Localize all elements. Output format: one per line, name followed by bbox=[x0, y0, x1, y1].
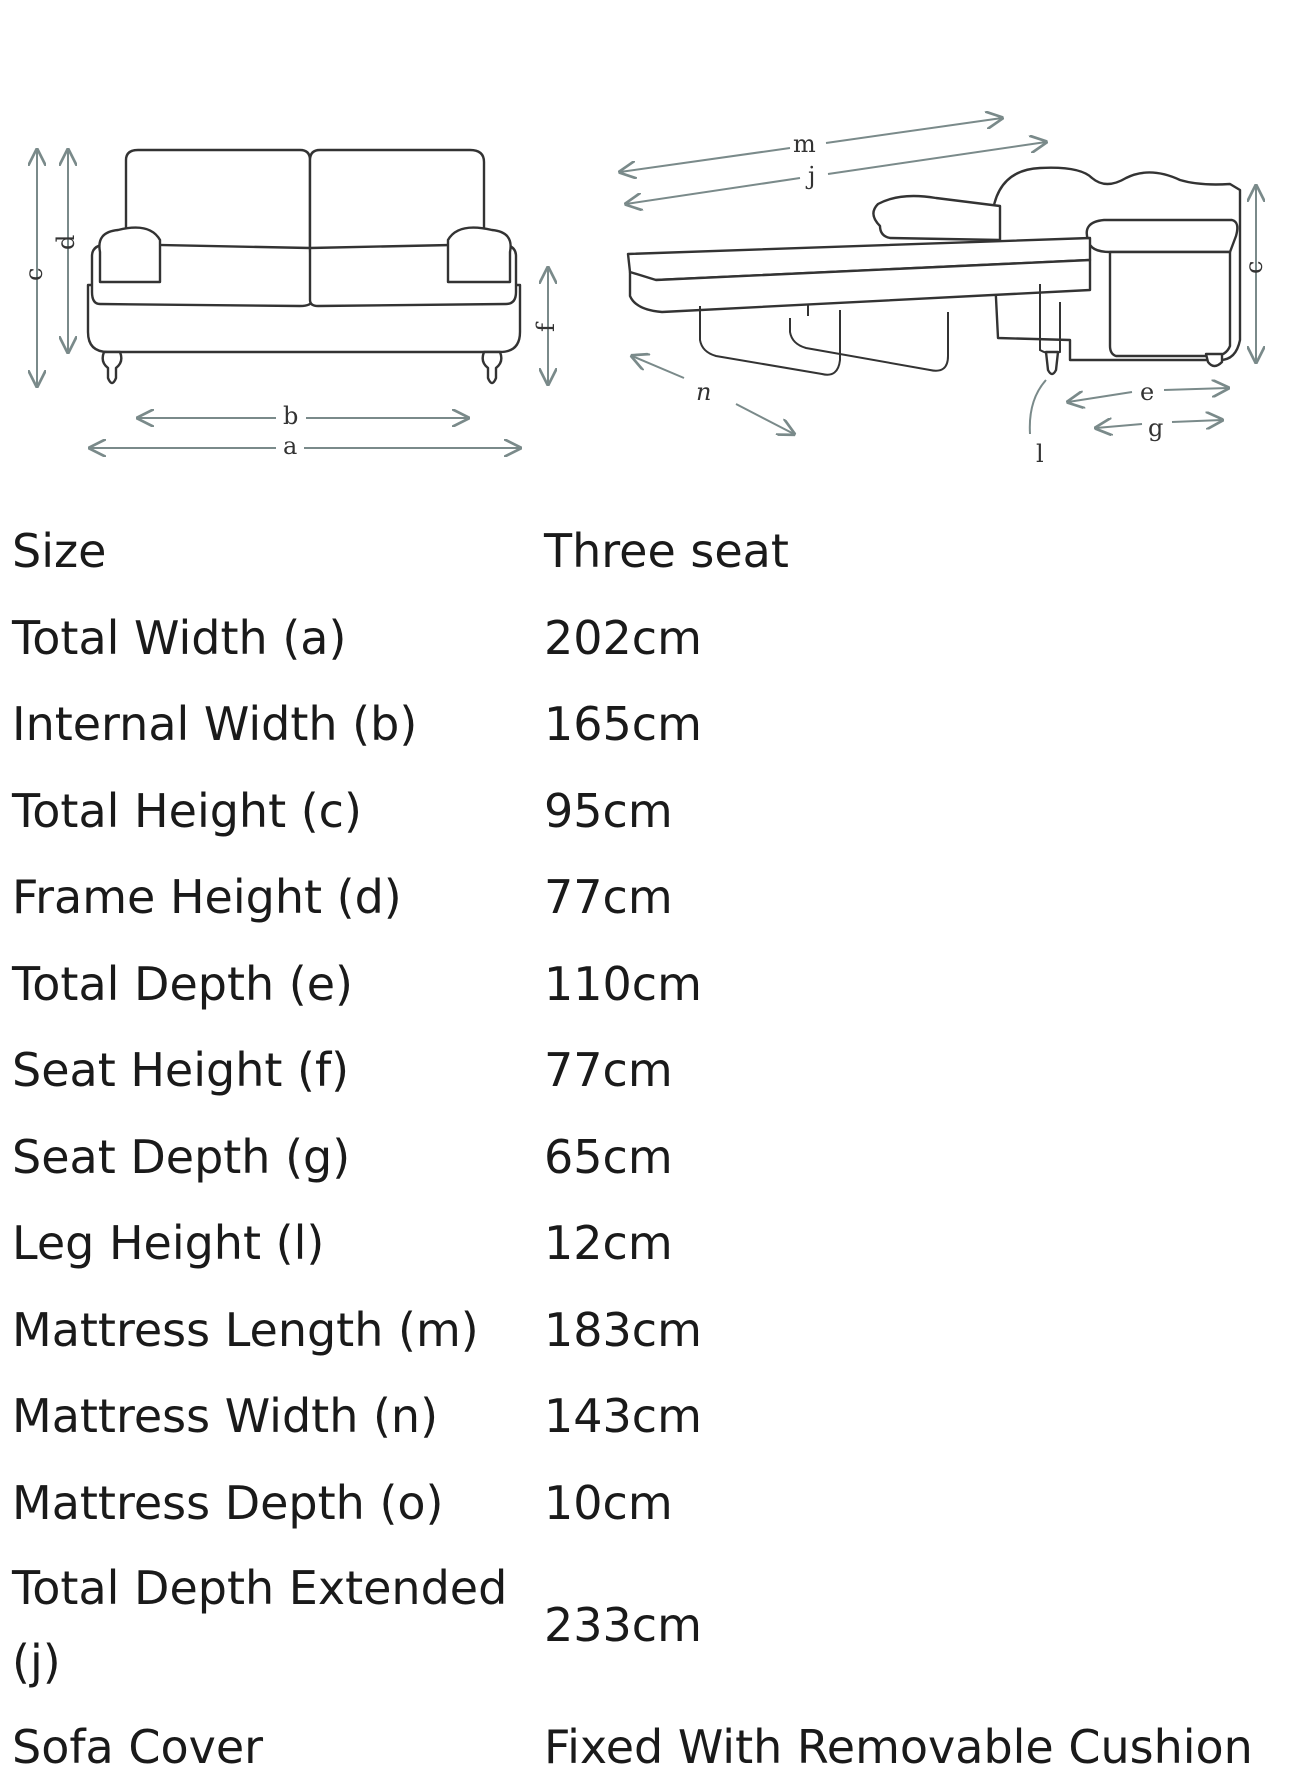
dim-label-j: j bbox=[808, 162, 816, 190]
spec-value: 165cm bbox=[544, 697, 702, 752]
front-dimension-f bbox=[532, 268, 560, 384]
side-dimension-l bbox=[1030, 380, 1046, 468]
spec-value: 95cm bbox=[544, 783, 673, 838]
spec-value: 10cm bbox=[544, 1475, 673, 1530]
spec-label: Seat Depth (g) bbox=[12, 1129, 351, 1184]
dim-label-n: n bbox=[696, 378, 712, 406]
side-dimension-c bbox=[1240, 186, 1268, 362]
dim-label-g: g bbox=[1148, 414, 1164, 442]
spec-label: Mattress Length (m) bbox=[12, 1302, 479, 1357]
sofa-bed-dimension-diagram bbox=[0, 0, 1290, 480]
side-dimension-n bbox=[632, 356, 794, 434]
spec-label: Total Depth (e) bbox=[12, 956, 353, 1011]
dim-label-l: l bbox=[1036, 440, 1044, 468]
dim-label-e: e bbox=[1140, 378, 1155, 406]
spec-row bbox=[0, 1200, 1290, 1287]
dim-label-f: f bbox=[532, 323, 560, 332]
spec-value: Three seat bbox=[544, 524, 789, 579]
dim-label-b: b bbox=[283, 402, 299, 430]
spec-row bbox=[0, 1027, 1290, 1114]
front-dimension-c bbox=[20, 150, 48, 386]
extended-sofa-bed bbox=[628, 168, 1240, 375]
side-dimension-g bbox=[1096, 414, 1222, 442]
spec-label: Total Height (c) bbox=[12, 783, 362, 838]
spec-value: 233cm bbox=[544, 1598, 702, 1652]
spec-label: Leg Height (l) bbox=[12, 1216, 325, 1271]
dim-label-c: c bbox=[20, 267, 48, 281]
spec-row bbox=[0, 1460, 1290, 1547]
spec-value: Fixed With Removable Cushion bbox=[544, 1720, 1253, 1775]
spec-label: Total Width (a) bbox=[12, 610, 347, 665]
spec-row bbox=[0, 595, 1290, 682]
spec-value: 202cm bbox=[544, 610, 702, 665]
spec-row bbox=[0, 1546, 1290, 1704]
spec-row bbox=[0, 768, 1290, 855]
front-dimension-d bbox=[52, 150, 80, 352]
dim-label-m: m bbox=[793, 130, 816, 158]
spec-label: Sofa Cover bbox=[12, 1720, 264, 1775]
dim-label-c-side: c bbox=[1240, 260, 1268, 274]
spec-label: Internal Width (b) bbox=[12, 697, 418, 752]
spec-row bbox=[0, 1114, 1290, 1201]
spec-value: 143cm bbox=[544, 1389, 702, 1444]
front-dimension-a bbox=[90, 432, 520, 460]
side-dimension-e bbox=[1068, 378, 1228, 406]
spec-label: Seat Height (f) bbox=[12, 1043, 350, 1098]
spec-label: Mattress Width (n) bbox=[12, 1389, 439, 1444]
spec-row bbox=[0, 508, 1290, 595]
spec-label: Frame Height (d) bbox=[12, 870, 402, 925]
spec-row bbox=[0, 681, 1290, 768]
spec-value: 12cm bbox=[544, 1216, 673, 1271]
spec-label: Size bbox=[12, 524, 107, 579]
spec-row bbox=[0, 854, 1290, 941]
specification-table bbox=[0, 508, 1290, 1791]
spec-value: 77cm bbox=[544, 1043, 673, 1098]
dim-label-a: a bbox=[283, 432, 298, 460]
front-view-sofa bbox=[88, 150, 520, 383]
front-dimension-b bbox=[138, 402, 468, 430]
spec-label: Total Depth Extended (j) bbox=[12, 1561, 508, 1689]
spec-row bbox=[0, 1287, 1290, 1374]
spec-label: Mattress Depth (o) bbox=[12, 1475, 444, 1530]
spec-row bbox=[0, 1704, 1290, 1791]
spec-row bbox=[0, 941, 1290, 1028]
dim-label-d: d bbox=[52, 234, 80, 250]
spec-value: 65cm bbox=[544, 1129, 673, 1184]
spec-value: 183cm bbox=[544, 1302, 702, 1357]
spec-value: 77cm bbox=[544, 870, 673, 925]
spec-value: 110cm bbox=[544, 956, 702, 1011]
side-dimension-j bbox=[626, 142, 1046, 204]
spec-row bbox=[0, 1373, 1290, 1460]
